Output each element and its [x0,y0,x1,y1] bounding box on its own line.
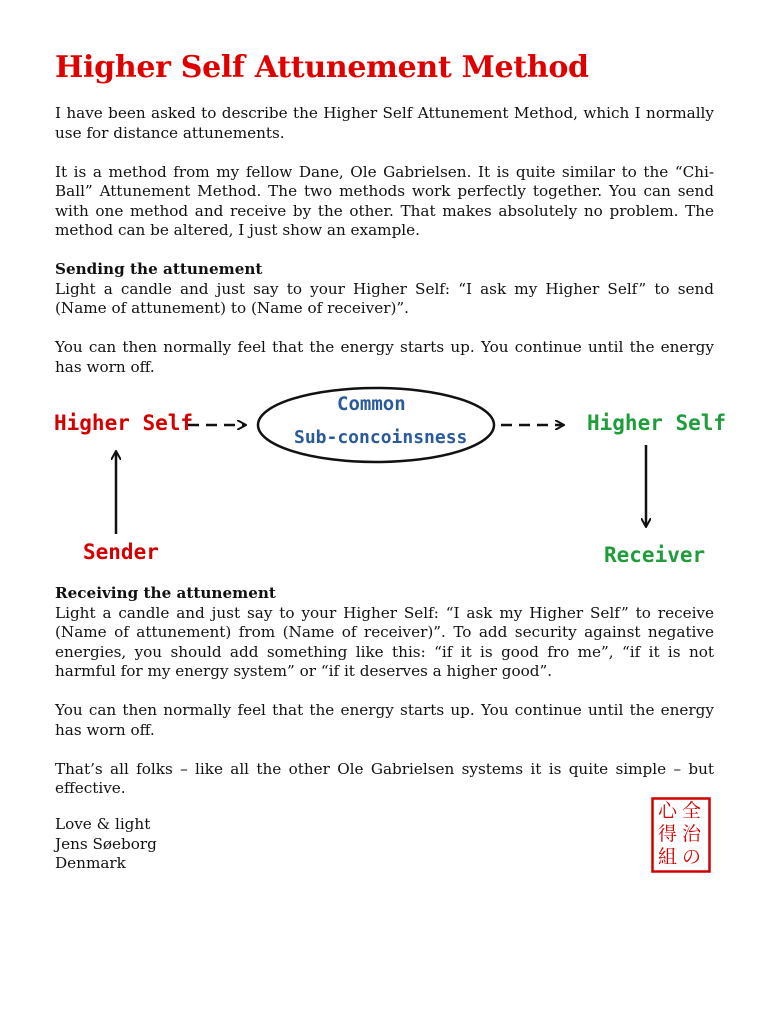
red-seal-stamp [651,797,711,873]
seal-char-4: 心 [658,800,678,822]
center-label-line2: Sub-concoinsness [294,427,468,448]
sender-label: Sender [83,540,159,564]
seal-char-3: の [682,846,702,868]
closing-paragraph: That’s all folks – like all the other Ole Gabrielsen systems it is quite simple – but effective. [55,759,714,797]
seal-char-2: 治 [682,823,702,845]
receiver-label: Receiver [604,543,706,567]
signature-line3: Denmark [55,854,126,872]
receiving-section [55,584,714,799]
right-higher-self-label: Higher Self [587,411,727,435]
sending-body: Light a candle and just say to your Higher Self: “I ask my Higher Self” to send (Name of attunement) to (Name of receiver)”. [55,279,714,317]
receiving-followup: You can then normally feel that the energy starts up. You continue until the energy has worn off. [55,701,714,739]
seal-char-5: 得 [658,823,678,845]
intro-paragraph: I have been asked to describe the Higher Self Attunement Method, which I normally use for distance attunements. [55,104,714,142]
sending-followup: You can then normally feel that the energy starts up. You continue until the energy has worn off. [55,338,714,376]
document-body [55,50,714,377]
attunement-diagram [50,382,727,572]
receiving-heading: Receiving the attunement [55,584,276,602]
sending-heading: Sending the attunement [55,260,263,278]
receiving-body: Light a candle and just say to your Higher Self: “I ask my Higher Self” to receive (Name of attunement) from (Name of receiver)”. To add security against negative energies, you should add something like this: “if it is good fro me”, “if it is not harmful for my energy system” or “if it deserves a higher good”. [55,603,714,680]
seal-char-1: 全 [682,800,702,822]
signature [55,815,157,874]
background-paragraph: It is a method from my fellow Dane, Ole Gabrielsen. It is quite similar to the “Chi-Ball” Attunement Method. The two methods work perfectly together. You can send with one method and receive by the other. That makes absolutely no problem. The method can be altered, I just show an example. [55,162,714,239]
signature-line1: Love & light [55,815,151,833]
signature-line2: Jens Søeborg [55,834,157,853]
page-title: Higher Self Attunement Method [55,50,589,85]
left-higher-self-label: Higher Self [54,411,194,435]
center-label-line1: Common [337,393,406,415]
seal-char-6: 組 [658,846,678,868]
